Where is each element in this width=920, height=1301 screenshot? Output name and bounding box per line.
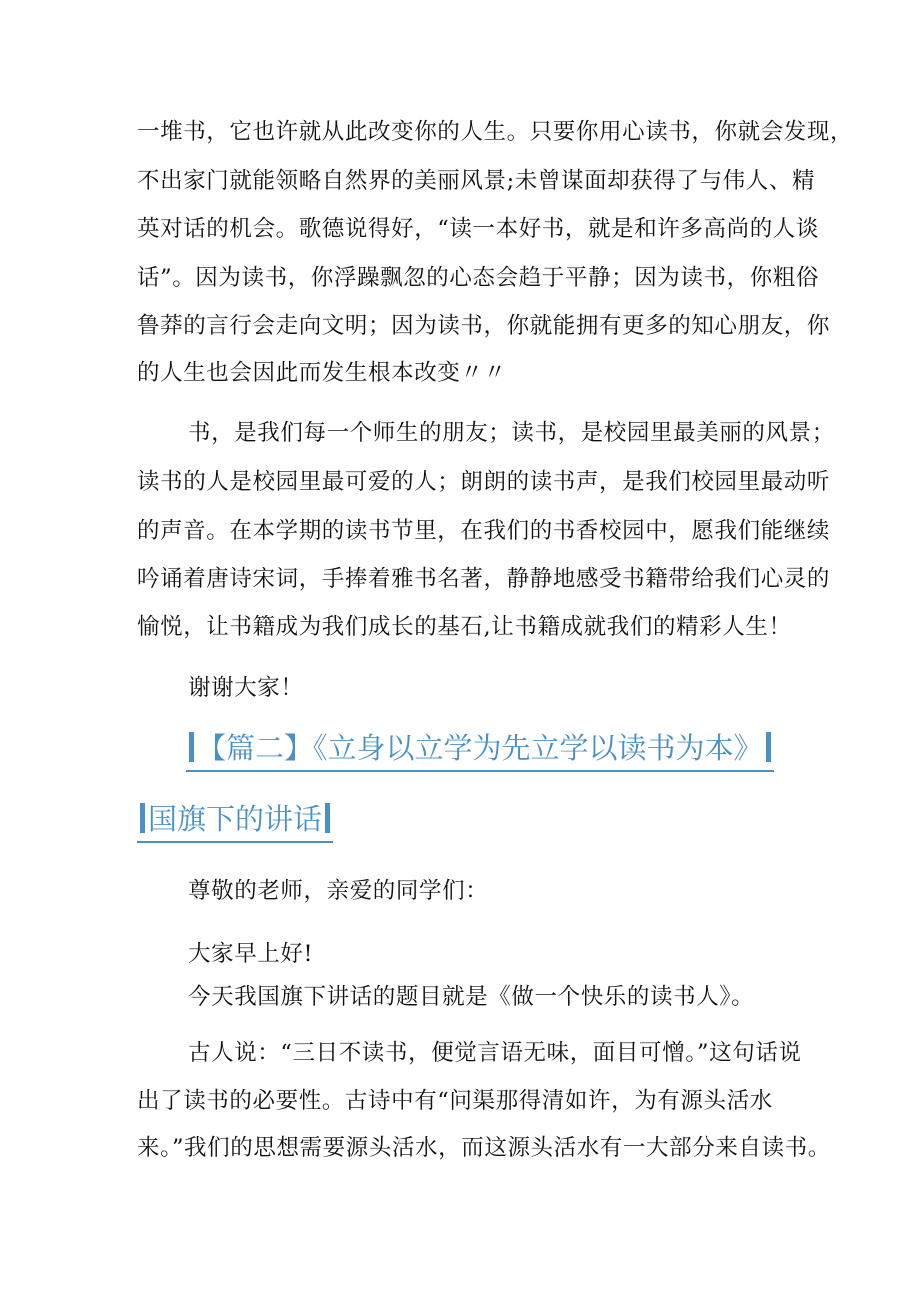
morning-text: 大家早上好! — [188, 941, 314, 967]
paragraph-3-line-3: 来。”我们的思想需要源头活水，而这源头活水有一大部分来自读书。 — [137, 1135, 831, 1161]
paragraph-1-line-3: 英对话的机会。歌德说得好，“读一本好书，就是和许多高尚的人谈 — [137, 216, 820, 242]
paragraph-1-line-5: 鲁莽的言行会走向文明；因为读书，你就能拥有更多的知心朋友，你 — [137, 313, 831, 339]
greeting-text: 尊敬的老师，亲爱的同学们： — [188, 878, 489, 904]
paragraph-1-line-1: 一堆书，它也许就从此改变你的人生。只要你用心读书，你就会发现， — [137, 119, 854, 145]
heading-bar-left — [189, 732, 194, 762]
section-heading-line-2 — [137, 799, 777, 843]
heading-bar-left-2 — [140, 803, 145, 833]
paragraph-2-line-4: 吟诵着唐诗宋词，手捧着雅书名著，静静地感受书籍带给我们心灵的 — [137, 566, 831, 592]
paragraph-1-line-4: 话”。因为读书，你浮躁飘忽的心态会趋于平静；因为读书，你粗俗 — [137, 265, 820, 291]
section-heading-text-1: 【篇二】《立身以立学为先立学以读书为本》 — [197, 731, 763, 765]
topic-text: 今天我国旗下讲话的题目就是《做一个快乐的读书人》。 — [188, 984, 755, 1010]
paragraph-3-line-1: 古人说：“三日不读书，便觉言语无味，面目可憎。”这句话说 — [188, 1040, 802, 1066]
paragraph-1-line-6: 的人生也会因此而发生根本改变〃〃 — [137, 360, 507, 386]
section-heading-underline — [186, 728, 774, 772]
paragraph-2-line-2: 读书的人是校园里最可爱的人；朗朗的读书声，是我们校园里最动听 — [137, 469, 831, 495]
section-heading-text-2: 国旗下的讲话 — [148, 802, 323, 836]
section-heading-line-1 — [186, 728, 826, 772]
paragraph-2-line-3: 的声音。在本学期的读书节里，在我们的书香校园中，愿我们能继续 — [137, 518, 831, 544]
section-heading-underline-2 — [137, 799, 333, 843]
paragraph-3-line-2: 出了读书的必要性。古诗中有“问渠那得清如许，为有源头活水 — [137, 1088, 773, 1114]
paragraph-2-line-5: 愉悦，让书籍成为我们成长的基石,让书籍成就我们的精彩人生！ — [137, 614, 792, 640]
paragraph-1-line-2: 不出家门就能领略自然界的美丽风景;未曾谋面却获得了与伟人、精 — [137, 168, 816, 194]
heading-bar-right-2 — [325, 803, 330, 833]
paragraph-2-line-1: 书，是我们每一个师生的朋友；读书，是校园里最美丽的风景； — [188, 420, 835, 446]
heading-bar-right — [766, 732, 771, 762]
thanks-text: 谢谢大家！ — [188, 675, 304, 701]
